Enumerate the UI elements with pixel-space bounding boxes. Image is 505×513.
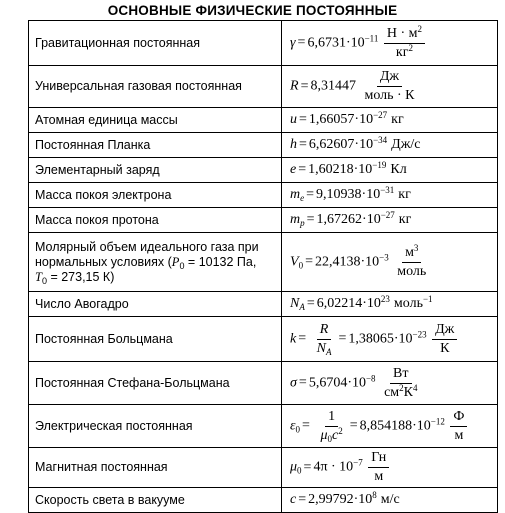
exponent: −19	[372, 160, 387, 170]
table-row	[29, 317, 498, 362]
unit-denominator: К	[403, 384, 413, 400]
constant-value: k = $\frac{R}{N_A}$ = $1,38065\cdot 10^{-23}$ $\frac{Дж}{К}$	[282, 317, 498, 362]
constant-value: $c = 2,99792\cdot 10^8$ м/с	[282, 488, 498, 513]
symbol: V	[290, 254, 299, 270]
symbol: h	[290, 137, 297, 152]
constant-value: $\gamma = 6,6731\cdot 10^{-11}$ $\frac{Н \cdot м^2}{кг^2}$	[282, 21, 498, 66]
formula-numerator: 1	[325, 410, 338, 427]
formula-denominator: μ	[320, 427, 328, 443]
formula-fraction	[314, 323, 335, 356]
constant-value: $\mu_0 = 4\pi \cdot 10^{-7}$ $\frac{Гн}{м}$	[282, 448, 498, 488]
symbol: c	[290, 492, 297, 507]
symbol-subscript: A	[299, 302, 305, 312]
unit: кг	[391, 112, 404, 127]
constant-name: Атомная единица массы	[29, 108, 282, 133]
name-line: = 273,15 К)	[46, 269, 115, 284]
table-row	[29, 133, 498, 158]
symbol-subscript: 0	[41, 275, 47, 286]
symbol: k	[290, 331, 297, 347]
symbol: m	[290, 212, 301, 227]
unit-fraction	[450, 410, 467, 443]
symbol: N	[290, 296, 300, 311]
table-row	[29, 233, 498, 292]
symbol: μ	[290, 459, 298, 475]
constant-name: Магнитная постоянная	[29, 448, 282, 488]
constant-value: $\varepsilon_0$ = $\frac{1}{\mu_0c^2}$ = $8,854188\cdot 10^{-12}$ $\frac{Ф}{м}$	[282, 405, 498, 448]
symbol: σ	[290, 375, 297, 391]
constant-name: Число Авогадро	[29, 292, 282, 317]
unit-numerator: Вт	[390, 367, 411, 384]
unit-denominator: см	[384, 384, 400, 400]
exponent: −7	[353, 457, 363, 468]
constant-name: Гравитационная постоянная	[29, 21, 282, 66]
unit-denominator: моль · К	[364, 88, 415, 103]
exponent: −31	[380, 185, 395, 195]
constant-name: Постоянная Планка	[29, 133, 282, 158]
constant-name: Электрическая постоянная	[29, 405, 282, 448]
constant-value: $V_0 = 22,4138\cdot 10^{-3}$ $\frac{м^3}{\text{моль}}$	[282, 233, 498, 292]
mantissa: 9,10938·10	[316, 187, 381, 202]
constant-name: Элементарный заряд	[29, 158, 282, 183]
unit: моль	[393, 296, 423, 311]
mantissa: 22,4138·10	[314, 254, 380, 270]
unit-numerator: Дж	[432, 323, 457, 340]
unit-fraction	[384, 23, 425, 60]
mantissa: 4π · 10	[313, 459, 354, 475]
unit-numerator: Дж	[377, 70, 402, 87]
unit: кг	[398, 212, 412, 227]
exponent: 8	[372, 490, 377, 500]
exponent: −27	[380, 210, 395, 220]
unit-fraction	[368, 451, 389, 484]
unit-denominator: К	[440, 340, 450, 356]
symbol-subscript: 0	[297, 465, 302, 476]
unit-fraction	[361, 70, 417, 103]
unit-sup: 2	[417, 23, 422, 34]
page-title: ОСНОВНЫЕ ФИЗИЧЕСКИЕ ПОСТОЯННЫЕ	[107, 3, 398, 18]
unit-sup: 2	[399, 382, 404, 393]
unit-numerator: Гн	[368, 451, 389, 468]
unit-sup: 2	[408, 42, 413, 53]
symbol: P	[171, 254, 180, 269]
mantissa: 1,67262·10	[316, 212, 381, 227]
table-row	[29, 183, 498, 208]
unit: кг	[398, 187, 411, 202]
exponent: −8	[365, 373, 376, 384]
exponent: −34	[373, 135, 388, 145]
symbol: m	[290, 187, 301, 202]
constant-name: Масса покоя электрона	[29, 183, 282, 208]
exponent: −12	[430, 416, 445, 427]
table-row	[29, 362, 498, 405]
symbol: e	[290, 162, 297, 177]
constant-value: R = 8,31447 $\frac{Дж}{\text{моль · К}}$	[282, 66, 498, 108]
mantissa: 6,02214·10	[316, 296, 381, 311]
unit-sup: 3	[413, 242, 419, 253]
symbol-subscript: e	[300, 193, 305, 203]
constant-value: $N_A = 6,02214\cdot 10^{23}$ моль$^{-1}$	[282, 292, 498, 317]
symbol: T	[35, 269, 42, 284]
mantissa: 5,6704·10	[308, 375, 366, 391]
constant-name: Скорость света в вакууме	[29, 488, 282, 513]
mantissa: 6,62607·10	[308, 137, 374, 152]
constant-value: $e = 1,60218\cdot 10^{-19}$ Кл	[282, 158, 498, 183]
constant-name: Постоянная Больцмана	[29, 317, 282, 362]
symbol-subscript: 0	[327, 433, 332, 444]
unit-denominator: кг	[395, 44, 409, 60]
table-row	[29, 108, 498, 133]
mantissa: 8,31447	[310, 78, 356, 94]
mantissa: 8,854188·10	[359, 418, 431, 434]
symbol: γ	[290, 35, 296, 51]
symbol-subscript: p	[300, 218, 305, 228]
constant-name: Масса покоя протона	[29, 208, 282, 233]
exponent: −11	[364, 33, 379, 44]
symbol-subscript: 0	[179, 260, 185, 271]
symbol: u	[290, 112, 297, 127]
symbol: R	[290, 78, 299, 94]
unit-denominator: м	[454, 427, 464, 443]
unit-sup: 4	[412, 382, 418, 393]
unit-numerator: Ф	[450, 410, 467, 427]
constant-name	[29, 233, 282, 292]
constant-value: $\sigma = 5,6704\cdot 10^{-8}$ $\frac{Вт}{см^2К^4}$	[282, 362, 498, 405]
formula-denominator: c	[331, 427, 339, 443]
table-row	[29, 66, 498, 108]
mantissa: 6,6731·10	[307, 35, 365, 51]
mantissa: 1,60218·10	[308, 162, 373, 177]
formula-denominator: N	[316, 340, 326, 356]
table-row	[29, 488, 498, 513]
unit-denominator: моль	[397, 263, 427, 279]
exponent: −3	[379, 252, 389, 263]
unit: Дж/с	[391, 137, 421, 152]
name-line: Молярный объем идеального газа при	[35, 239, 259, 254]
mantissa: 1,38065·10	[348, 331, 413, 347]
exponent: −27	[373, 110, 388, 120]
unit-denominator: м	[374, 469, 384, 484]
unit-sup: −1	[422, 294, 433, 304]
unit-fraction	[432, 323, 457, 356]
mantissa: 1,66057·10	[308, 112, 374, 127]
constant-value: $m_e = 9,10938\cdot 10^{-31}$ кг	[282, 183, 498, 208]
constants-table	[28, 20, 498, 513]
table-row	[29, 448, 498, 488]
table-row	[29, 21, 498, 66]
unit: м/с	[380, 492, 400, 507]
unit: Кл	[390, 162, 407, 177]
symbol-subscript: 0	[298, 260, 304, 271]
constant-value: $h = 6,62607\cdot 10^{-34}$ Дж/с	[282, 133, 498, 158]
mantissa: 2,99792·10	[308, 492, 373, 507]
constant-name: Универсальная газовая постоянная	[29, 66, 282, 108]
constant-value: $u = 1,66057\cdot 10^{-27}$ кг	[282, 108, 498, 133]
unit-fraction	[394, 242, 429, 279]
formula-fraction	[317, 410, 345, 443]
name-line: нормальных условиях (	[35, 254, 172, 269]
symbol-subscript: 0	[295, 424, 301, 435]
unit-numerator: м	[405, 244, 414, 260]
table-row	[29, 208, 498, 233]
constant-name: Постоянная Стефана-Больцмана	[29, 362, 282, 405]
unit-numerator: Н · м	[386, 25, 418, 41]
exponent: −23	[412, 329, 427, 340]
table-row	[29, 405, 498, 448]
formula-numerator: R	[317, 323, 332, 340]
unit-sup: 2	[338, 425, 343, 436]
unit-fraction	[381, 367, 420, 400]
table-row	[29, 158, 498, 183]
symbol: ε	[290, 418, 296, 434]
name-line: = 10132 Па,	[184, 254, 257, 269]
constant-value: $m_p = 1,67262\cdot 10^{-27}$ кг	[282, 208, 498, 233]
exponent: 23	[380, 294, 390, 304]
symbol-subscript: A	[325, 346, 332, 357]
table-row	[29, 292, 498, 317]
